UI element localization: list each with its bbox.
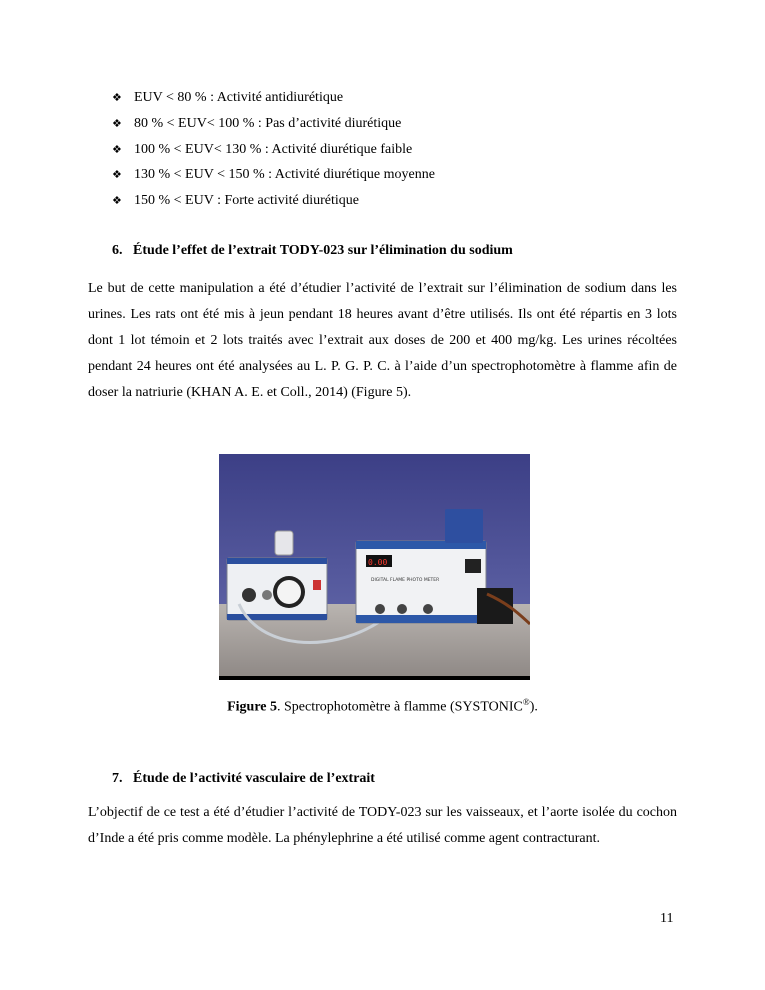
list-item: ❖ 130 % < EUV < 150 % : Activité diurétique moyenne [112, 165, 435, 191]
diamond-bullet-icon: ❖ [112, 194, 122, 208]
diamond-bullet-icon: ❖ [112, 116, 122, 130]
device-label: DIGITAL FLAME PHOTO METER [371, 578, 440, 583]
list-item: ❖ 80 % < EUV< 100 % : Pas d’activité diurétique [112, 114, 435, 140]
list-item: ❖ 150 % < EUV : Forte activité diurétique [112, 191, 435, 217]
page-number: 11 [660, 911, 674, 926]
list-item: ❖ EUV < 80 % : Activité antidiurétique [112, 88, 435, 114]
diamond-bullet-icon: ❖ [112, 142, 122, 156]
diamond-bullet-icon: ❖ [112, 168, 122, 182]
section-7-heading: 7. Étude de l’activité vasculaire de l’extrait [112, 771, 375, 786]
section-6-heading: 6. Étude l’effet de l’extrait TODY-023 sur l’élimination du sodium [112, 243, 513, 258]
euv-criteria-list [112, 88, 435, 217]
list-item: ❖ 100 % < EUV< 130 % : Activité diurétique faible [112, 140, 435, 166]
section-6-paragraph: Le but de cette manipulation a été d’étudier l’activité de l’extrait sur l’élimination de sodium dans les urines. Les rats ont été mis à jeun pendant 18 heures avant d’être utilisés. Ils ont été répartis en 3 lots dont 1 lot témoin et 2 lots traités avec l’extrait aux doses de 200 et 400 mg/kg. Les urines récoltées pendant 24 heures ont été analysées au L. P. G. P. C. à l’aide d’un spectrophotomètre à flamme afin de doser la natriurie (KHAN A. E. et Coll., 2014) (Figure 5). [88, 281, 677, 400]
diamond-bullet-icon: ❖ [112, 91, 122, 104]
section-7-paragraph: L’objectif de ce test a été d’étudier l’activité de TODY-023 sur les vaisseaux, et l’aorte isolée du cochon d’Inde a été pris comme modèle. La phénylephrine a été utilisé comme agent contracturant. [88, 805, 677, 846]
figure-5-caption: Figure 5. Spectrophotomètre à flamme (SYSTONIC®). [227, 697, 538, 715]
flame-photometer-photo [219, 454, 530, 680]
readout-display: 0.00 [368, 558, 388, 567]
